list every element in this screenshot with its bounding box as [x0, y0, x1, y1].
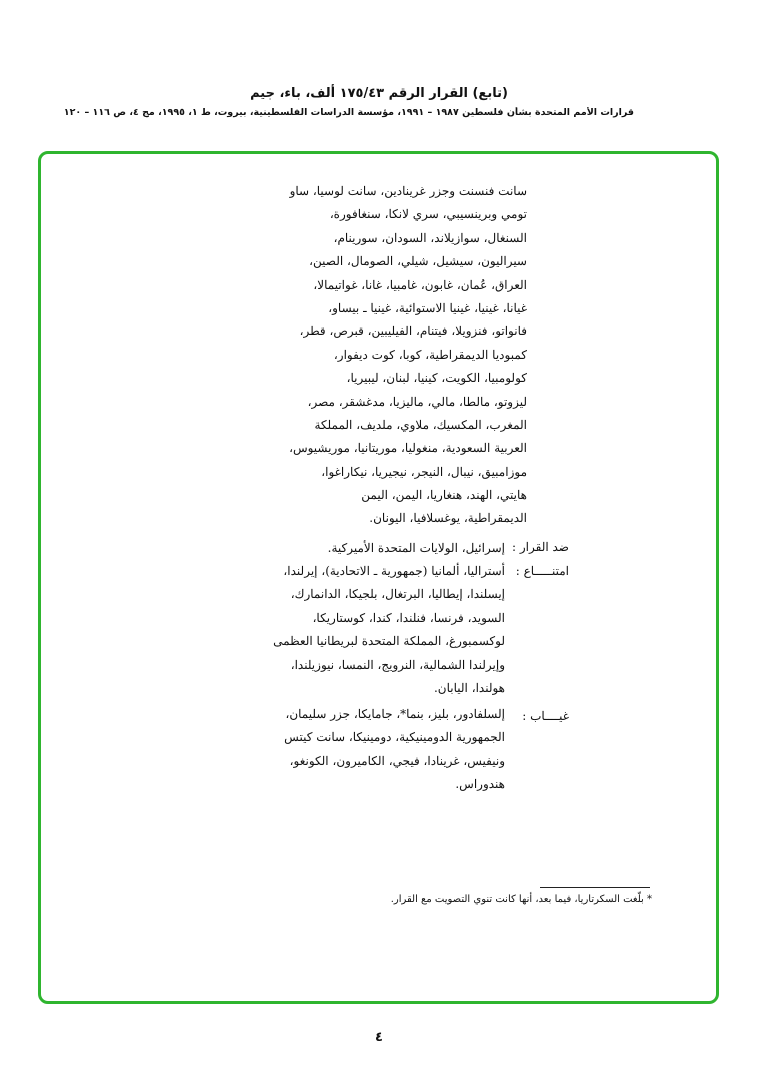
absent-label: غيــــاب : [522, 709, 569, 723]
text-line: ليزوتو، مالطا، مالي، ماليزيا، مدغشقر، مصر، [307, 394, 527, 409]
page-header-title: (تابع) القرار الرقم ١٧٥/٤٣ ألف، باء، جيم [250, 86, 508, 101]
text-line: الجمهورية الدومينيكية، دومينيكا، سانت كيتس [284, 730, 505, 745]
footnote-rule [540, 887, 650, 888]
against-label: ضد القرار : [512, 540, 569, 554]
text-line: ونيفيس، غرينادا، فيجي، الكاميرون، الكونغو، [289, 753, 505, 768]
against-list [140, 537, 505, 560]
text-line: كمبوديا الديمقراطية، كوبا، كوت ديفوار، [333, 347, 527, 362]
text-line: إيسلندا، إيطاليا، البرتغال، بلجيكا، الدانمارك، [290, 587, 505, 602]
footnote: * بلّغت السكرتاريا، فيما بعد، أنها كانت تنوي التصويت مع القرار. [390, 894, 652, 905]
text-line: إلسلفادور، بليز، بنما*، جامايكا، جزر سليمان، [285, 707, 505, 721]
text-line: غيانا، غينيا، غينيا الاستوائية، غينيا ـ بيساو، [328, 300, 527, 315]
text-line: فانواتو، فنزويلا، فيتنام، الفيليبين، قبرص، قطر، [299, 324, 527, 339]
text-line: الديمقراطية، يوغسلافيا، اليونان. [369, 511, 527, 526]
page-header-source: قرارات الأمم المتحدة بشأن فلسطين ١٩٨٧ – ١٩٩١، مؤسسة الدراسات الفلسطينية، بيروت، ط ١، ١٩٩٥، مج ٤، ص ١١٦ – ١٢٠ [63, 107, 634, 118]
text-line: تومي وبرينسيبي، سري لانكا، سنغافورة، [329, 207, 527, 222]
text-line: العراق، عُمان، غابون، غامبيا، غانا، غواتيمالا، [313, 277, 527, 292]
abstain-label: امتنـــــاع : [515, 564, 569, 578]
text-line: المغرب، المكسيك، ملاوي، ملديف، المملكة [314, 417, 527, 432]
text-line: إسرائيل، الولايات المتحدة الأميركية. [327, 541, 505, 555]
text-line: السويد، فرنسا، فنلندا، كندا، كوستاريكا، [312, 610, 505, 625]
text-line: لوكسمبورغ، المملكة المتحدة لبريطانيا العظمى [273, 634, 505, 649]
abstain-list [140, 560, 505, 700]
page-number: ٤ [375, 1030, 383, 1045]
text-line: هايتي، الهند، هنغاريا، اليمن، اليمن [361, 488, 527, 503]
text-line: هولندا، اليابان. [433, 680, 505, 695]
text-line: هندوراس. [455, 777, 505, 792]
absent-list [140, 703, 505, 797]
text-line: العربية السعودية، منغوليا، موريتانيا، موريشيوس، [289, 441, 527, 456]
text-line: كولومبيا، الكويت، كينيا، لبنان، ليبيريا، [346, 371, 527, 386]
text-line: سيراليون، سيشيل، شيلي، الصومال، الصين، [309, 254, 527, 269]
text-line: وإيرلندا الشمالية، النرويج، النمسا، نيوزيلندا، [290, 657, 505, 672]
text-line: أستراليا، ألمانيا (جمهورية ـ الاتحادية)، إيرلندا، [283, 564, 505, 578]
in-favor-country-list [140, 180, 527, 531]
text-line: السنغال، سوازيلاند، السودان، سورينام، [333, 230, 527, 245]
text-line: سانت فنسنت وجزر غرينادين، سانت لوسيا، ساو [289, 184, 527, 198]
text-line: موزامبيق، نيبال، النيجر، نيجيريا، نيكاراغوا، [321, 464, 527, 479]
